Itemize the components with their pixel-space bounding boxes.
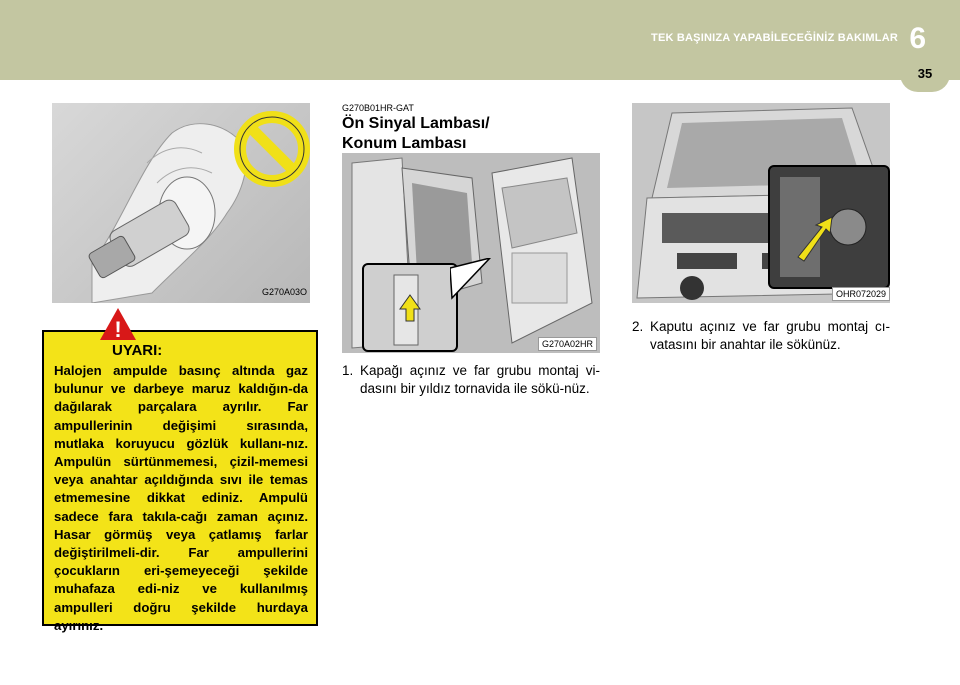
- chapter-title: TEK BAŞINIZA YAPABİLECEĞİNİZ BAKIMLAR: [651, 32, 898, 44]
- step-2: [632, 318, 890, 358]
- section-title-line1: Ön Sinyal Lambası/: [342, 115, 490, 132]
- figure-code: G270A02HR: [538, 337, 597, 351]
- page-number: 35: [917, 66, 933, 81]
- figure-code: G270A03O: [262, 287, 308, 297]
- step-text: Kapağı açınız ve far grubu montaj vi-dasını bir yıldız tornavida ile sökü-nüz.: [360, 363, 600, 396]
- prohibition-sign-icon: [232, 109, 310, 189]
- section-title-line2: Konum Lambası: [342, 135, 467, 152]
- hood-figure: [632, 103, 890, 303]
- exclamation-triangle-icon: [98, 306, 138, 342]
- warning-text: Halojen ampulde basınç altında gaz bulunur ve darbeye maruz kaldığın-da dağılarak parçalara ayrılır. Far ampullerinin değişimi sırasında, mutlaka koruyucu gözlük kullanı-nız. Ampulün sürtünmemesi, çizil-memesi veya anahtar açıldığında sıvı ile temas etmemesine dikkat ediniz. Ampulü sadece fara takıla-cağı zaman açınız. Hasar görmüş veya çatlamış farlar değiştirilmeli-dir. Far ampullerini çocukların eri-şemeyeceği şekilde muhafaza edi-niz ve kullanılmış ampulleri doğru şekilde hurdaya ayırınız.: [54, 363, 308, 633]
- figure-code: OHR072029: [832, 287, 890, 301]
- section-title: [342, 114, 490, 154]
- door-detail-inset: [362, 263, 458, 352]
- svg-text:!: !: [114, 317, 122, 342]
- warning-box: [42, 330, 318, 633]
- callout-pointer: [450, 258, 530, 308]
- step-1: [342, 362, 600, 422]
- step-text: Kaputu açınız ve far grubu montaj cı-vatasını bir anahtar ile sökünüz.: [650, 319, 890, 352]
- bulb-figure: [52, 103, 310, 303]
- step-number: 2.: [632, 319, 644, 334]
- door-figure: [342, 153, 600, 353]
- warning-title: UYARI:: [112, 342, 163, 359]
- step-number: 1.: [342, 363, 354, 378]
- chapter-number: 6: [909, 22, 926, 55]
- hood-detail-inset: [768, 165, 890, 289]
- section-code: G270B01HR-GAT: [342, 103, 414, 113]
